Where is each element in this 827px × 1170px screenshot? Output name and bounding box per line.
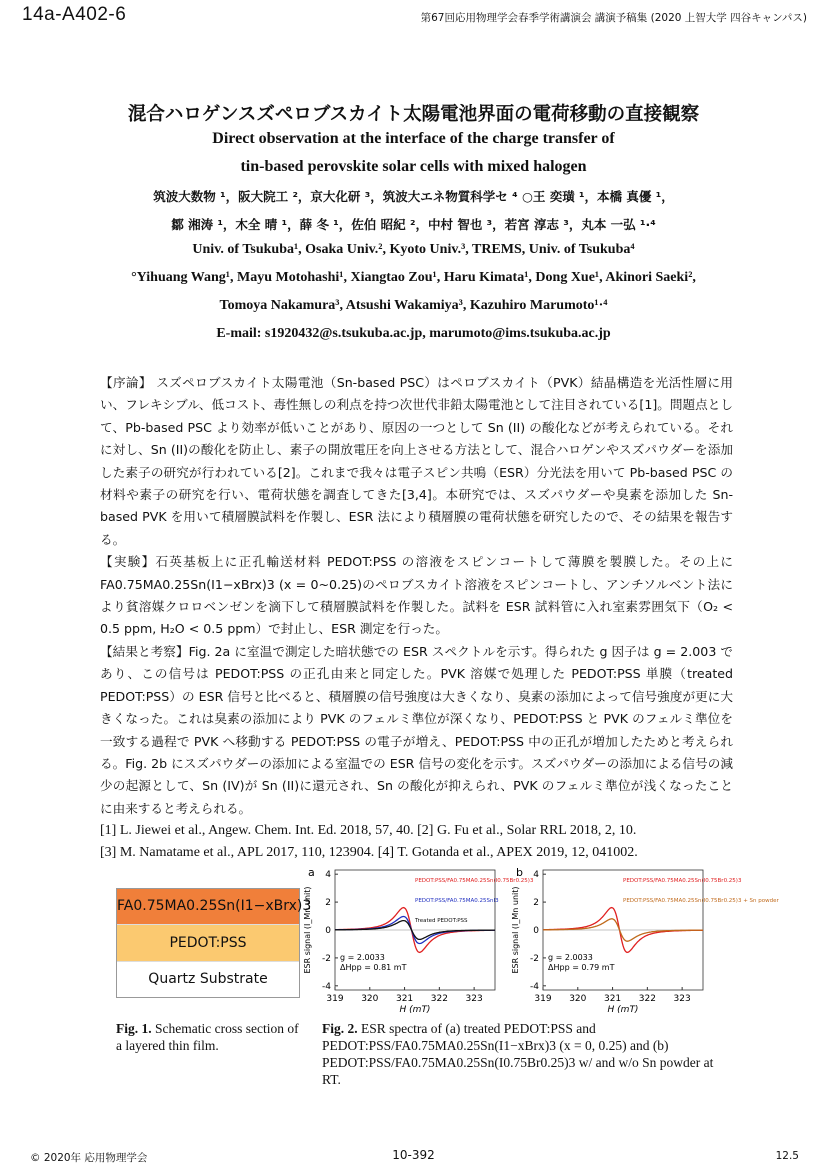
experiment-paragraph: 【実験】石英基板上に正孔輸送材料 PEDOT:PSS の溶液をスピンコートして薄膜を製膜した。その上に FA0.75MA0.25Sn(I1−xBrx)3 (x = 0~0.25)のペロブスカイト溶液をスピンコートし、アンチソルベント法により貧溶媒クロロベンゼンを滴下して積層膜試料を作製した。試料を ESR 試料管に入れ室素雰囲気下（O₂ < 0.5 ppm, H₂O < 0.5 ppm）で封止し、ESR 測定を行った。 xyxy=(100,554,733,637)
x-tick-label: 322 xyxy=(430,994,448,1004)
g-factor-annotation: g = 2.0033 xyxy=(548,953,593,962)
layer-perovskite: FA0.75MA0.25Sn(I1−xBrx)3 xyxy=(117,889,299,925)
affiliations-english: Univ. of Tsukuba¹, Osaka Univ.², Kyoto Univ.³, TREMS, Univ. of Tsukuba⁴ xyxy=(192,242,635,257)
y-tick-label: 4 xyxy=(325,870,331,881)
title-english-line2: tin-based perovskite solar cells with mixed halogen xyxy=(240,158,587,175)
authors-japanese-line2: 鄒 湘涛 ¹，木全 晴 ¹，薛 冬 ¹，佐伯 昭紀 ²，中村 智也 ³，若宮 淳志 ³，丸本 一弘 ¹·⁴ xyxy=(171,217,656,232)
y-tick-label: 2 xyxy=(533,898,539,909)
fig1-caption-label: Fig. 1. xyxy=(116,1021,152,1036)
x-tick-label: 321 xyxy=(395,994,414,1004)
y-tick-label: -4 xyxy=(530,981,539,992)
y-axis-label: ESR signal (I_Mn unit) xyxy=(303,886,312,974)
x-tick-label: 319 xyxy=(326,994,344,1004)
authors-english-line1: °Yihuang Wang¹, Mayu Motohashi¹, Xiangtao Zou¹, Haru Kimata¹, Dong Xue¹, Akinori Saeki², xyxy=(131,270,696,285)
fig2-caption-text: ESR spectra of (a) treated PEDOT:PSS and PEDOT:PSS/FA0.75MA0.25Sn(I1−xBrx)3 (x = 0, 0.25) and (b) PEDOT:PSS/FA0.75MA0.25Sn(I0.75Br0.25)3 w/ and w/o Sn powder at RT. xyxy=(322,1021,714,1087)
x-tick-label: 321 xyxy=(603,994,622,1004)
panel-label: a xyxy=(308,866,315,879)
session-code: 14a-A402-6 xyxy=(22,4,127,25)
y-tick-label: 0 xyxy=(533,926,539,936)
y-axis-label: ESR signal (I_Mn unit) xyxy=(511,886,520,974)
panel-label: b xyxy=(516,866,523,879)
x-tick-label: 320 xyxy=(569,994,587,1004)
x-tick-label: 319 xyxy=(534,994,552,1004)
references-line2: [3] M. Namatame et al., APL 2017, 110, 123904. [4] T. Gotanda et al., APEX 2019, 12, 041002. xyxy=(100,845,638,860)
authors-japanese-line1: 筑波大数物 ¹，阪大院工 ²，京大化研 ³，筑波大エネ物質科学セ ⁴ ○王 奕璜 ¹，本橋 真優 ¹， xyxy=(153,189,674,204)
y-tick-label: -4 xyxy=(322,981,331,992)
x-tick-label: 323 xyxy=(465,994,483,1004)
authors-english-line2: Tomoya Nakamura³, Atsushi Wakamiya³, Kazuhiro Marumoto¹·⁴ xyxy=(219,298,608,313)
y-tick-label: -2 xyxy=(322,953,331,964)
y-tick-label: 2 xyxy=(325,898,331,909)
y-tick-label: -2 xyxy=(530,953,539,964)
title-japanese: 混合ハロゲンスズペロブスカイト太陽電池界面の電荷移動の直接観察 xyxy=(127,104,700,125)
fig1-caption-text: Schematic cross section of a layered thin film. xyxy=(116,1021,299,1053)
fig2-caption-label: Fig. 2. xyxy=(322,1021,358,1036)
x-tick-label: 320 xyxy=(361,994,379,1004)
footer-version: 12.5 xyxy=(775,1150,799,1162)
fig1-caption xyxy=(116,1020,306,1054)
footer-copyright: © 2020年 応用物理学会 xyxy=(30,1152,148,1164)
abstract-body xyxy=(100,372,733,820)
layer-pedot-pss: PEDOT:PSS xyxy=(117,925,299,962)
footer-page-number: 10-392 xyxy=(392,1148,435,1162)
x-tick-label: 322 xyxy=(638,994,656,1004)
legend-entry: PEDOT:PSS/FA0.75MA0.25SnI3 xyxy=(415,898,499,904)
conference-header: 第67回応用物理学会春季学術講演会 講演予稿集 (2020 上智大学 四谷キャンパス) xyxy=(420,12,807,24)
references-line1: [1] L. Jiewei et al., Angew. Chem. Int. Ed. 2018, 57, 40. [2] G. Fu et al., Solar RRL 2018, 2, 10. xyxy=(100,823,637,838)
legend-entry: PEDOT:PSS/FA0.75MA0.25Sn(I0.75Br0.25)3 + Sn powder xyxy=(623,898,779,904)
layer-quartz-substrate: Quartz Substrate xyxy=(117,962,299,997)
linewidth-annotation: ΔHpp = 0.79 mT xyxy=(548,963,615,972)
x-axis-label: H (mT) xyxy=(399,1005,431,1015)
x-axis-label: H (mT) xyxy=(607,1005,639,1015)
legend-entry: PEDOT:PSS/FA0.75MA0.25Sn(I0.75Br0.25)3 xyxy=(415,878,534,884)
introduction-paragraph: 【序論】 スズペロブスカイト太陽電池（Sn-based PSC）はペロブスカイト（PVK）結晶構造を光活性層に用い、フレキシブル、低コスト、毒性無しの利点を持つ次世代非鉛太陽電池として注目されている[1]。問題点として、Pb-based PSC より効率が低いことがあり、原因の一つとして Sn (II) の酸化などが考えられている。それに対し、Sn (II)の酸化を防止し、素子の開放電圧を向上させる方法として、混合ハロゲンやスズパウダーを添加した素子の研究が行われている[2]。これまで我々は電子スピン共鳴（ESR）分光法を用いて Pb-based PSC の材料や素子の研究を行い、電荷状態を調査してきた[3,4]。本研究では、スズパウダーや臭素を添加した Sn-based PVK を用いて積層膜試料を作製し、ESR 法により積層膜の電荷状態を研究したので、その結果を報告する。 xyxy=(100,375,733,547)
results-paragraph: 【結果と考察】Fig. 2a に室温で測定した暗状態での ESR スペクトルを示す。得られた g 因子は g = 2.003 であり、この信号は PEDOT:PSS の正孔由来と同定した。PVK 溶媒で処理した PEDOT:PSS 単膜（treated PEDOT:PSS）の ESR 信号と比べると、積層膜の信号強度は大きくなり、臭素の添加によって信号強度が更に大きくなった。これは臭素の添加により PVK のフェルミ準位が深くなり、PEDOT:PSS と PVK のフェルミ準位を一致する過程で PVK へ移動する PEDOT:PSS の電子が増え、PEDOT:PSS 中の正孔が増加したためと考えられる。Fig. 2b にスズパウダーの添加による室温での ESR 信号の変化を示す。スズパウダーの添加による信号の減少の起源として、Sn (IV)が Sn (II)に還元され、Sn の酸化が抑えられ、PVK のフェルミ準位が浅くなったことに由来すると考えられる。 xyxy=(100,643,733,816)
references xyxy=(100,820,740,864)
linewidth-annotation: ΔHpp = 0.81 mT xyxy=(340,963,407,972)
esr-spectra-figure xyxy=(300,862,779,1022)
legend-entry: Treated PEDOT:PSS xyxy=(415,918,468,924)
y-tick-label: 0 xyxy=(325,926,331,936)
title-english-line1: Direct observation at the interface of the charge transfer of xyxy=(212,130,615,147)
email-line: E-mail: s1920432@s.tsukuba.ac.jp, marumoto@ims.tsukuba.ac.jp xyxy=(216,326,611,341)
fig2-caption xyxy=(322,1020,732,1088)
x-tick-label: 323 xyxy=(673,994,691,1004)
y-tick-label: 4 xyxy=(533,870,539,881)
g-factor-annotation: g = 2.0033 xyxy=(340,953,385,962)
legend-entry: PEDOT:PSS/FA0.75MA0.25Sn(I0.75Br0.25)3 xyxy=(623,878,742,884)
